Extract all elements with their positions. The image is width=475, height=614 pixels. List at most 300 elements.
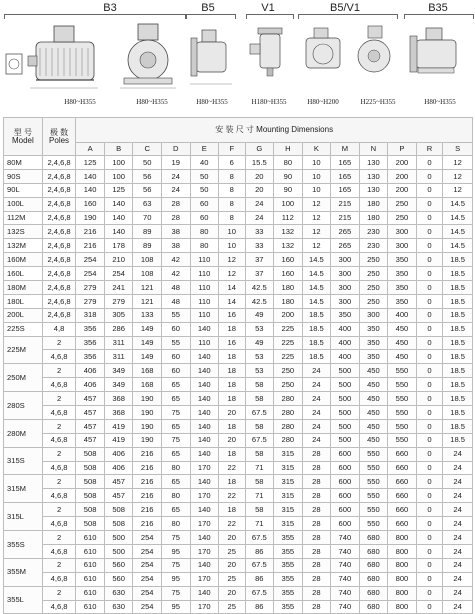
dim-cell-k: 24 xyxy=(302,378,331,392)
dim-cell-s: 14.5 xyxy=(443,197,473,211)
dim-cell-d: 95 xyxy=(161,572,190,586)
range-b35: H80~H355 xyxy=(424,98,456,106)
model-cell: 180L xyxy=(4,294,43,308)
table-row xyxy=(4,197,473,211)
dim-cell-k: 18.5 xyxy=(302,336,331,350)
dim-cell-k: 28 xyxy=(302,600,331,614)
dim-cell-c: 89 xyxy=(133,239,162,253)
dim-cell-a: 457 xyxy=(76,392,105,406)
dim-cell-k: 28 xyxy=(302,517,331,531)
table-row xyxy=(4,239,473,253)
dim-cell-f: 22 xyxy=(219,489,246,503)
poles-header-cn: 极 数 xyxy=(49,127,69,137)
dim-cell-g: 37 xyxy=(245,267,274,281)
dim-cell-b: 100 xyxy=(104,156,133,170)
dim-cell-d: 75 xyxy=(161,586,190,600)
dim-cell-a: 318 xyxy=(76,308,105,322)
dim-cell-m: 300 xyxy=(331,267,360,281)
dim-cell-c: 89 xyxy=(133,225,162,239)
dim-cell-b: 508 xyxy=(104,517,133,531)
dim-cell-d: 65 xyxy=(161,392,190,406)
dim-cell-g: 15.5 xyxy=(245,156,274,170)
dim-cell-n: 450 xyxy=(359,378,388,392)
dim-cell-a: 610 xyxy=(76,586,105,600)
dim-cell-a: 406 xyxy=(76,364,105,378)
dim-cell-r: 0 xyxy=(416,572,443,586)
poles-cell: 2 xyxy=(42,558,76,572)
dim-cell-b: 311 xyxy=(104,350,133,364)
dim-cell-k: 28 xyxy=(302,461,331,475)
mounting-types-header xyxy=(0,0,475,112)
dim-cell-s: 18.5 xyxy=(443,336,473,350)
dim-cell-a: 508 xyxy=(76,503,105,517)
dim-cell-d: 48 xyxy=(161,281,190,295)
dim-cell-g: 37 xyxy=(245,253,274,267)
poles-cell: 4,6,8 xyxy=(42,517,76,531)
b3-end-drawing xyxy=(112,18,184,94)
dim-cell-c: 216 xyxy=(133,517,162,531)
mount-label-b35: B35 xyxy=(428,2,448,14)
dim-cell-n: 350 xyxy=(359,336,388,350)
dim-cell-c: 121 xyxy=(133,294,162,308)
dim-cell-c: 254 xyxy=(133,572,162,586)
dim-cell-k: 10 xyxy=(302,156,331,170)
dim-cell-h: 280 xyxy=(274,392,303,406)
dim-cell-f: 12 xyxy=(219,267,246,281)
dim-cell-h: 355 xyxy=(274,544,303,558)
dim-cell-r: 0 xyxy=(416,558,443,572)
dim-cell-e: 170 xyxy=(190,489,219,503)
dim-cell-m: 600 xyxy=(331,475,360,489)
dim-cell-m: 350 xyxy=(331,308,360,322)
dim-cell-p: 300 xyxy=(388,225,417,239)
model-cell: 180M xyxy=(4,281,43,295)
dim-cell-m: 165 xyxy=(331,169,360,183)
poles-cell: 2,4,6,8 xyxy=(42,239,76,253)
table-row xyxy=(4,503,473,517)
table-row xyxy=(4,225,473,239)
dim-cell-p: 450 xyxy=(388,336,417,350)
dim-cell-k: 28 xyxy=(302,503,331,517)
dim-cell-b: 349 xyxy=(104,364,133,378)
dim-cell-m: 265 xyxy=(331,225,360,239)
dim-cell-r: 0 xyxy=(416,489,443,503)
dim-cell-n: 680 xyxy=(359,600,388,614)
dim-cell-k: 24 xyxy=(302,364,331,378)
dim-cell-p: 660 xyxy=(388,517,417,531)
dim-cell-d: 24 xyxy=(161,183,190,197)
dim-cell-b: 560 xyxy=(104,572,133,586)
poles-cell: 4,6,8 xyxy=(42,600,76,614)
dim-cell-s: 18.5 xyxy=(443,406,473,420)
dim-cell-r: 0 xyxy=(416,350,443,364)
dim-cell-b: 419 xyxy=(104,433,133,447)
dim-cell-p: 660 xyxy=(388,475,417,489)
poles-cell: 2,4,6,8 xyxy=(42,211,76,225)
dim-cell-k: 28 xyxy=(302,586,331,600)
table-row xyxy=(4,600,473,614)
dim-cell-p: 450 xyxy=(388,350,417,364)
dim-cell-f: 18 xyxy=(219,364,246,378)
dim-cell-r: 0 xyxy=(416,531,443,545)
dim-cell-d: 60 xyxy=(161,350,190,364)
poles-cell: 2,4,6,8 xyxy=(42,183,76,197)
dim-cell-r: 0 xyxy=(416,253,443,267)
dim-cell-m: 300 xyxy=(331,281,360,295)
dim-cell-m: 265 xyxy=(331,239,360,253)
poles-cell: 2 xyxy=(42,336,76,350)
dim-cell-n: 180 xyxy=(359,211,388,225)
dim-cell-a: 254 xyxy=(76,253,105,267)
dim-cell-f: 8 xyxy=(219,183,246,197)
dim-cell-h: 225 xyxy=(274,322,303,336)
dim-cell-e: 110 xyxy=(190,308,219,322)
col-header-g: G xyxy=(245,143,274,156)
dim-cell-s: 18.5 xyxy=(443,378,473,392)
dim-cell-h: 180 xyxy=(274,294,303,308)
poles-cell: 4,6,8 xyxy=(42,406,76,420)
poles-cell: 2,4,6,8 xyxy=(42,308,76,322)
mount-label-b5: B5 xyxy=(201,2,215,14)
model-cell: 225S xyxy=(4,322,43,336)
dim-cell-f: 16 xyxy=(219,308,246,322)
dim-cell-e: 140 xyxy=(190,406,219,420)
dim-cell-b: 140 xyxy=(104,225,133,239)
table-row xyxy=(4,433,473,447)
table-row xyxy=(4,322,473,336)
dim-cell-k: 14.5 xyxy=(302,253,331,267)
dim-cell-p: 800 xyxy=(388,586,417,600)
dim-cell-c: 216 xyxy=(133,461,162,475)
range-b3-b: H80~H355 xyxy=(136,98,168,106)
dim-cell-b: 560 xyxy=(104,558,133,572)
dim-cell-g: 67.5 xyxy=(245,586,274,600)
dim-cell-a: 508 xyxy=(76,475,105,489)
dim-cell-g: 53 xyxy=(245,350,274,364)
dim-cell-p: 200 xyxy=(388,169,417,183)
dim-cell-r: 0 xyxy=(416,169,443,183)
dim-cell-g: 20 xyxy=(245,169,274,183)
mount-label-b3: B3 xyxy=(103,2,117,14)
dim-cell-b: 305 xyxy=(104,308,133,322)
poles-header-en: Poles xyxy=(49,135,70,145)
dim-cell-b: 406 xyxy=(104,447,133,461)
dim-cell-d: 75 xyxy=(161,433,190,447)
dim-cell-m: 600 xyxy=(331,517,360,531)
dim-cell-g: 86 xyxy=(245,600,274,614)
poles-cell: 4,6,8 xyxy=(42,433,76,447)
dim-cell-p: 250 xyxy=(388,197,417,211)
dim-cell-a: 457 xyxy=(76,433,105,447)
dim-cell-g: 58 xyxy=(245,447,274,461)
dim-cell-s: 18.5 xyxy=(443,294,473,308)
table-row xyxy=(4,156,473,170)
dim-cell-d: 65 xyxy=(161,475,190,489)
dim-cell-a: 140 xyxy=(76,183,105,197)
dim-cell-e: 140 xyxy=(190,364,219,378)
poles-cell: 4,6,8 xyxy=(42,350,76,364)
dim-cell-b: 368 xyxy=(104,406,133,420)
dim-cell-e: 60 xyxy=(190,211,219,225)
dim-cell-r: 0 xyxy=(416,308,443,322)
dim-cell-h: 280 xyxy=(274,406,303,420)
model-cell: 280S xyxy=(4,392,43,420)
dim-cell-r: 0 xyxy=(416,475,443,489)
dim-cell-c: 63 xyxy=(133,197,162,211)
dim-cell-m: 740 xyxy=(331,572,360,586)
dim-cell-m: 600 xyxy=(331,447,360,461)
dim-cell-b: 457 xyxy=(104,489,133,503)
dim-cell-a: 140 xyxy=(76,169,105,183)
dim-cell-c: 254 xyxy=(133,544,162,558)
dim-cell-s: 12 xyxy=(443,169,473,183)
poles-cell: 4,6,8 xyxy=(42,378,76,392)
b3-side-drawing xyxy=(2,18,112,94)
dim-cell-b: 500 xyxy=(104,531,133,545)
mount-label-v1: V1 xyxy=(261,2,275,14)
col-header-r: R xyxy=(416,143,443,156)
dim-cell-a: 190 xyxy=(76,211,105,225)
dim-cell-b: 500 xyxy=(104,544,133,558)
b5v1-drawing-a xyxy=(300,18,346,94)
dim-cell-h: 355 xyxy=(274,600,303,614)
dim-cell-m: 740 xyxy=(331,558,360,572)
dim-cell-n: 250 xyxy=(359,253,388,267)
dim-cell-s: 12 xyxy=(443,156,473,170)
dim-cell-s: 24 xyxy=(443,531,473,545)
dim-cell-r: 0 xyxy=(416,433,443,447)
table-row xyxy=(4,211,473,225)
poles-cell: 2 xyxy=(42,364,76,378)
dim-cell-k: 12 xyxy=(302,211,331,225)
dim-cell-f: 22 xyxy=(219,461,246,475)
dim-cell-p: 450 xyxy=(388,322,417,336)
dim-cell-f: 25 xyxy=(219,600,246,614)
dim-cell-d: 19 xyxy=(161,156,190,170)
dim-cell-f: 18 xyxy=(219,378,246,392)
dim-cell-n: 680 xyxy=(359,531,388,545)
dim-cell-s: 24 xyxy=(443,558,473,572)
dim-cell-a: 125 xyxy=(76,156,105,170)
dim-cell-m: 500 xyxy=(331,406,360,420)
dim-cell-c: 56 xyxy=(133,183,162,197)
dim-cell-s: 14.5 xyxy=(443,211,473,225)
dim-cell-s: 18.5 xyxy=(443,433,473,447)
dim-cell-e: 140 xyxy=(190,433,219,447)
col-header-mounting-dimensions: 安 装 尺 寸 Mounting Dimensions xyxy=(76,118,473,143)
dim-cell-c: 50 xyxy=(133,156,162,170)
model-cell: 355L xyxy=(4,586,43,614)
col-header-p: P xyxy=(388,143,417,156)
dim-cell-g: 33 xyxy=(245,239,274,253)
dim-cell-m: 500 xyxy=(331,378,360,392)
dim-cell-k: 14.5 xyxy=(302,294,331,308)
dim-cell-g: 20 xyxy=(245,183,274,197)
dim-cell-c: 216 xyxy=(133,475,162,489)
poles-cell: 2 xyxy=(42,419,76,433)
dim-cell-a: 508 xyxy=(76,517,105,531)
dim-cell-g: 67.5 xyxy=(245,531,274,545)
dim-cell-e: 140 xyxy=(190,322,219,336)
dim-cell-s: 24 xyxy=(443,600,473,614)
dim-cell-r: 0 xyxy=(416,156,443,170)
dim-cell-s: 24 xyxy=(443,517,473,531)
range-b5v1-a: H80~H200 xyxy=(307,98,339,106)
dim-cell-d: 80 xyxy=(161,489,190,503)
dim-cell-a: 356 xyxy=(76,336,105,350)
dim-cell-e: 110 xyxy=(190,336,219,350)
dim-cell-b: 100 xyxy=(104,169,133,183)
dim-cell-a: 279 xyxy=(76,281,105,295)
dim-cell-b: 286 xyxy=(104,322,133,336)
v1-drawing xyxy=(248,18,292,94)
dim-cell-e: 50 xyxy=(190,169,219,183)
dim-cell-h: 160 xyxy=(274,267,303,281)
dim-cell-g: 67.5 xyxy=(245,406,274,420)
dim-cell-p: 800 xyxy=(388,572,417,586)
dim-cell-h: 355 xyxy=(274,586,303,600)
mounting-dimensions-table xyxy=(3,117,473,614)
dim-cell-a: 508 xyxy=(76,461,105,475)
table-row xyxy=(4,253,473,267)
dim-cell-d: 42 xyxy=(161,267,190,281)
dim-cell-f: 20 xyxy=(219,531,246,545)
dim-cell-f: 20 xyxy=(219,558,246,572)
dim-cell-c: 190 xyxy=(133,433,162,447)
table-row xyxy=(4,281,473,295)
dim-cell-k: 28 xyxy=(302,489,331,503)
dim-cell-f: 20 xyxy=(219,406,246,420)
dim-cell-r: 0 xyxy=(416,503,443,517)
dim-cell-b: 368 xyxy=(104,392,133,406)
dim-cell-h: 250 xyxy=(274,378,303,392)
poles-cell: 4,8 xyxy=(42,322,76,336)
dim-cell-f: 16 xyxy=(219,336,246,350)
dim-cell-e: 140 xyxy=(190,392,219,406)
model-cell: 315M xyxy=(4,475,43,503)
dim-cell-c: 168 xyxy=(133,378,162,392)
dim-cell-r: 0 xyxy=(416,586,443,600)
dim-cell-p: 660 xyxy=(388,503,417,517)
model-cell: 200L xyxy=(4,308,43,322)
range-b5: H80~H355 xyxy=(196,98,228,106)
dim-cell-b: 457 xyxy=(104,475,133,489)
dim-cell-f: 8 xyxy=(219,211,246,225)
dim-cell-s: 18.5 xyxy=(443,281,473,295)
dim-cell-e: 140 xyxy=(190,447,219,461)
dim-cell-a: 457 xyxy=(76,419,105,433)
dim-cell-e: 140 xyxy=(190,586,219,600)
dim-cell-a: 508 xyxy=(76,447,105,461)
dim-cell-s: 18.5 xyxy=(443,350,473,364)
dim-cell-m: 165 xyxy=(331,156,360,170)
dim-cell-m: 500 xyxy=(331,392,360,406)
dim-cell-r: 0 xyxy=(416,392,443,406)
dim-cell-n: 680 xyxy=(359,544,388,558)
dim-cell-f: 18 xyxy=(219,392,246,406)
dim-cell-n: 680 xyxy=(359,558,388,572)
dim-cell-e: 170 xyxy=(190,600,219,614)
col-header-m: M xyxy=(331,143,360,156)
dim-cell-g: 71 xyxy=(245,517,274,531)
dim-cell-e: 40 xyxy=(190,156,219,170)
dim-cell-h: 315 xyxy=(274,475,303,489)
dim-cell-p: 550 xyxy=(388,378,417,392)
dim-cell-b: 406 xyxy=(104,461,133,475)
poles-cell: 2 xyxy=(42,447,76,461)
dim-cell-r: 0 xyxy=(416,406,443,420)
dim-cell-k: 24 xyxy=(302,392,331,406)
dim-cell-e: 110 xyxy=(190,294,219,308)
dim-cell-n: 550 xyxy=(359,517,388,531)
table-row xyxy=(4,336,473,350)
dim-cell-d: 42 xyxy=(161,253,190,267)
table-row xyxy=(4,308,473,322)
dim-cell-n: 450 xyxy=(359,364,388,378)
dim-cell-p: 660 xyxy=(388,461,417,475)
dim-cell-c: 216 xyxy=(133,447,162,461)
dim-cell-e: 80 xyxy=(190,239,219,253)
dim-cell-g: 53 xyxy=(245,322,274,336)
dim-cell-k: 12 xyxy=(302,239,331,253)
dim-cell-s: 14.5 xyxy=(443,225,473,239)
col-header-a: A xyxy=(76,143,105,156)
dim-cell-f: 18 xyxy=(219,419,246,433)
model-cell: 355S xyxy=(4,531,43,559)
poles-cell: 2,4,6,8 xyxy=(42,169,76,183)
dim-cell-c: 216 xyxy=(133,503,162,517)
dim-cell-e: 110 xyxy=(190,253,219,267)
dim-cell-k: 10 xyxy=(302,169,331,183)
dim-cell-e: 140 xyxy=(190,531,219,545)
dim-cell-n: 550 xyxy=(359,461,388,475)
dim-cell-h: 100 xyxy=(274,197,303,211)
table-row xyxy=(4,350,473,364)
dim-cell-e: 110 xyxy=(190,267,219,281)
model-cell: 100L xyxy=(4,197,43,211)
model-cell: 225M xyxy=(4,336,43,364)
dim-cell-c: 70 xyxy=(133,211,162,225)
poles-cell: 2 xyxy=(42,586,76,600)
dim-cell-m: 500 xyxy=(331,419,360,433)
dim-cell-f: 10 xyxy=(219,225,246,239)
dim-cell-d: 95 xyxy=(161,544,190,558)
dim-cell-n: 250 xyxy=(359,281,388,295)
dim-cell-d: 48 xyxy=(161,294,190,308)
dim-cell-p: 550 xyxy=(388,433,417,447)
dim-cell-m: 165 xyxy=(331,183,360,197)
dim-cell-k: 28 xyxy=(302,475,331,489)
dim-cell-p: 350 xyxy=(388,281,417,295)
dim-cell-s: 14.5 xyxy=(443,239,473,253)
dim-cell-c: 149 xyxy=(133,336,162,350)
dim-cell-s: 12 xyxy=(443,183,473,197)
dim-cell-e: 140 xyxy=(190,378,219,392)
dim-cell-h: 132 xyxy=(274,239,303,253)
dim-cell-a: 356 xyxy=(76,322,105,336)
dim-cell-r: 0 xyxy=(416,225,443,239)
dim-cell-a: 406 xyxy=(76,378,105,392)
model-cell: 112M xyxy=(4,211,43,225)
dim-cell-b: 349 xyxy=(104,378,133,392)
table-body xyxy=(4,156,473,614)
dim-cell-f: 8 xyxy=(219,197,246,211)
dim-cell-e: 140 xyxy=(190,475,219,489)
dim-cell-d: 55 xyxy=(161,336,190,350)
dim-cell-f: 18 xyxy=(219,350,246,364)
dim-cell-p: 800 xyxy=(388,558,417,572)
dim-cell-h: 225 xyxy=(274,336,303,350)
